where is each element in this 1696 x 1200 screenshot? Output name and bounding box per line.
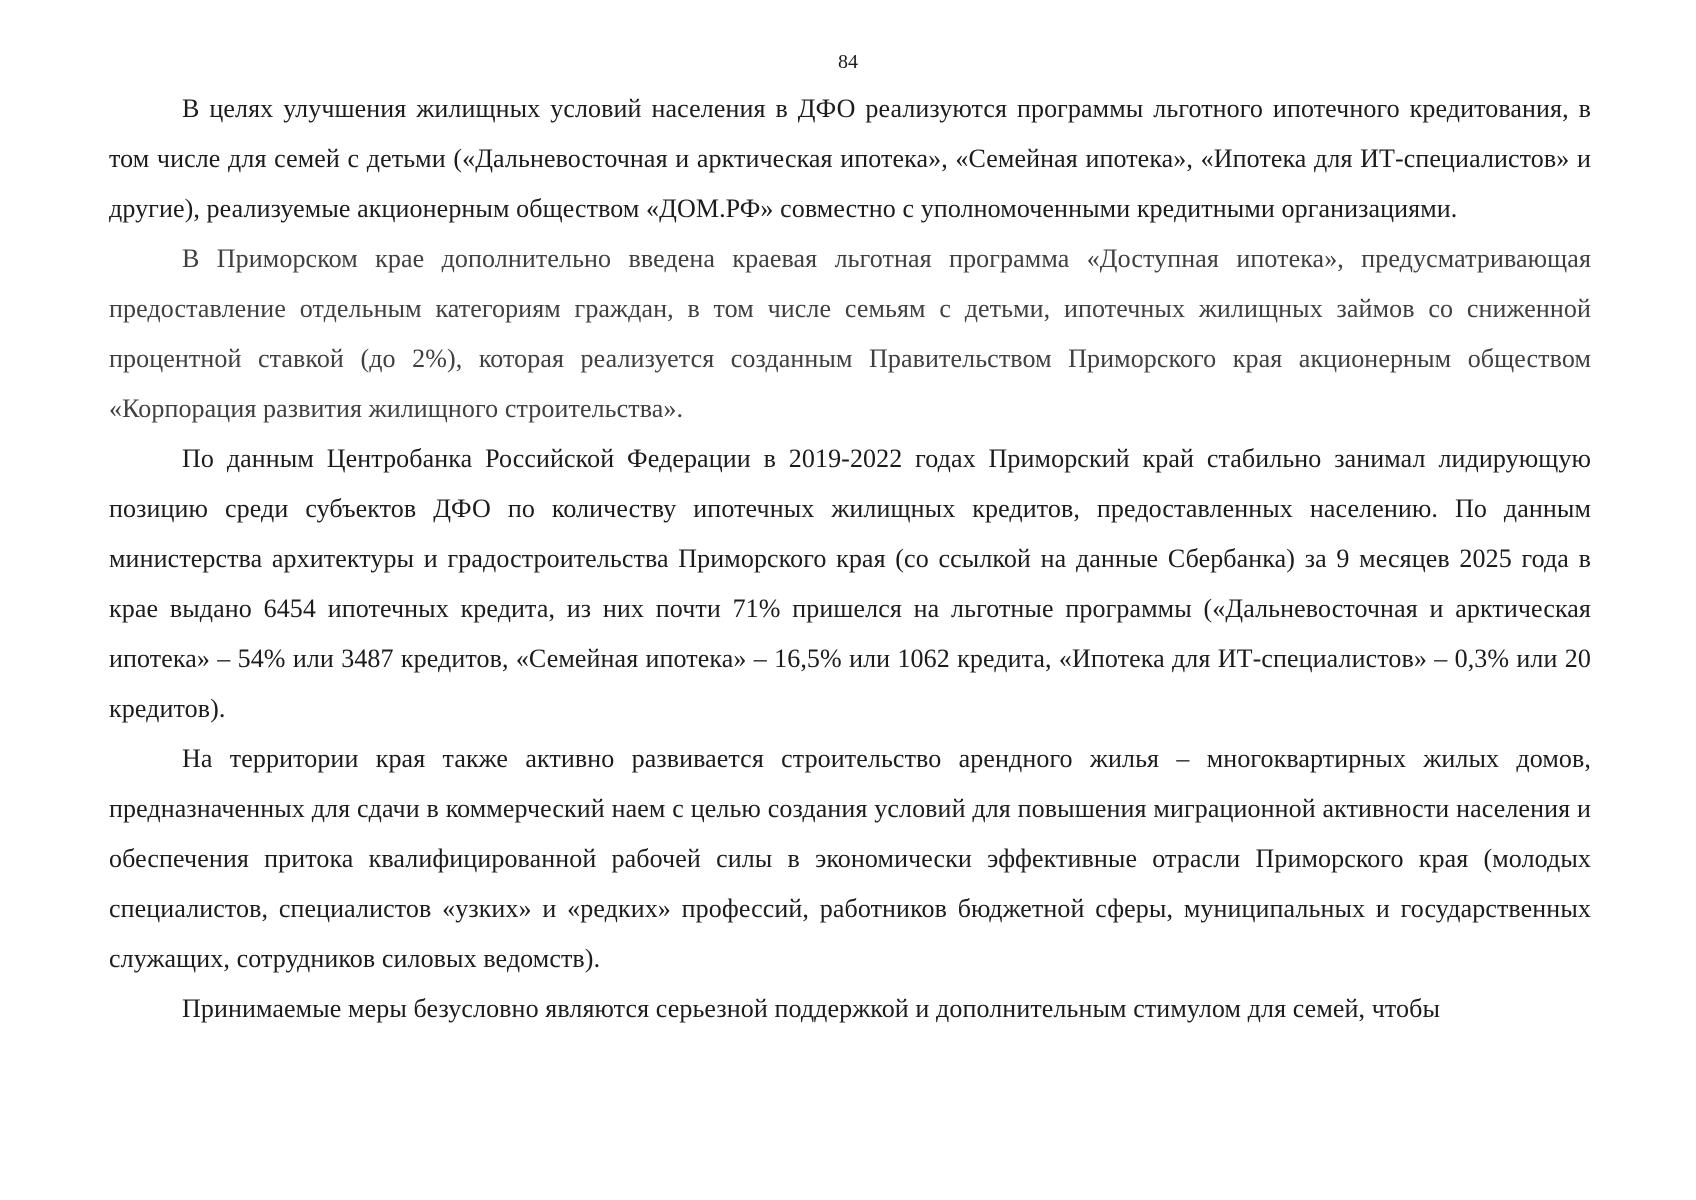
page-number: 84	[838, 51, 858, 73]
paragraph-1: В целях улучшения жилищных условий населения в ДФО реализуются программы льготного ипотечного кредитования, в том числе для семей с детьми («Дальневосточная и арктическая ипотека», «Семейная ипотека», «Ипотека для ИТ-специалистов» и другие), реализуемые акционерным обществом «ДОМ.РФ» совместно с уполномоченными кредитными организациями.	[109, 94, 1591, 223]
text-body	[109, 84, 1591, 1034]
paragraph-3: По данным Центробанка Российской Федерации в 2019-2022 годах Приморский край стабильно занимал лидирующую позицию среди субъектов ДФО по количеству ипотечных жилищных кредитов, предоставленных населению. По данным министерства архитектуры и градостроительства Приморского края (со ссылкой на данные Сбербанка) за 9 месяцев 2025 года в крае выдано 6454 ипотечных кредита, из них почти 71% пришелся на льготные программы («Дальневосточная и арктическая ипотека» – 54% или 3487 кредитов, «Семейная ипотека» – 16,5% или 1062 кредита, «Ипотека для ИТ-специалистов» – 0,3% или 20 кредитов).	[109, 444, 1591, 723]
paragraph-5: Принимаемые меры безусловно являются серьезной поддержкой и дополнительным стимулом для семей, чтобы	[182, 994, 1441, 1023]
paragraph-2: В Приморском крае дополнительно введена краевая льготная программа «Доступная ипотека», предусматривающая предоставление отдельным категориям граждан, в том числе семьям с детьми, ипотечных жилищных займов со сниженной процентной ставкой (до 2%), которая реализуется созданным Правительством Приморского края акционерным обществом «Корпорация развития жилищного строительства».	[109, 244, 1591, 423]
paragraph-4: На территории края также активно развивается строительство арендного жилья – многоквартирных жилых домов, предназначенных для сдачи в коммерческий наем с целью создания условий для повышения миграционной активности населения и обеспечения притока квалифицированной рабочей силы в экономически эффективные отрасли Приморского края (молодых специалистов, специалистов «узких» и «редких» профессий, работников бюджетной сферы, муниципальных и государственных служащих, сотрудников силовых ведомств).	[109, 744, 1591, 973]
